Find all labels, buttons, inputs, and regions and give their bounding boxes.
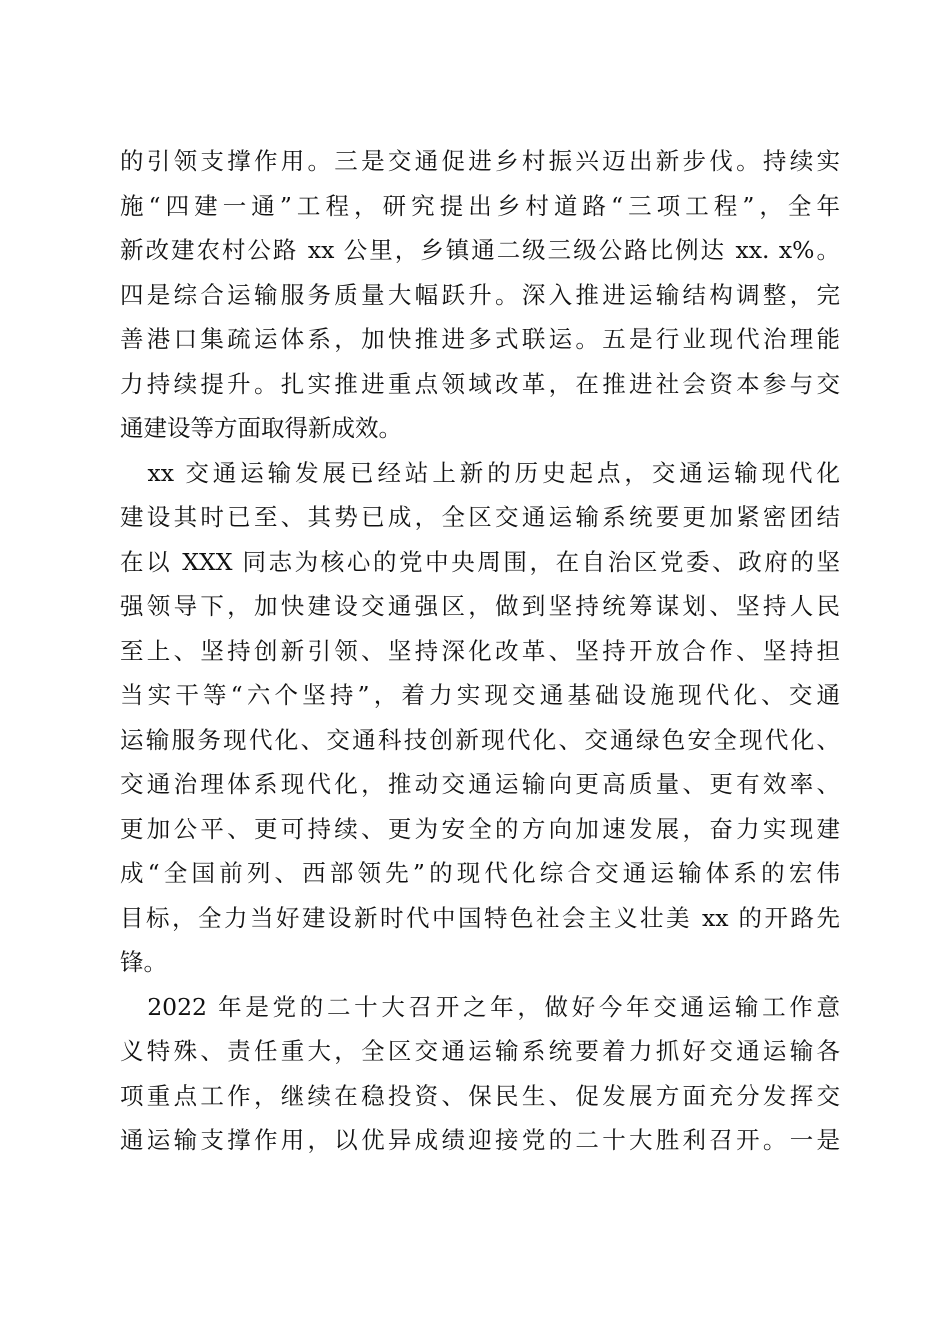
text-line: 力持续提升。扎实推进重点领域改革，在推进社会资本参与交	[120, 369, 840, 398]
text-line: 至上、坚持创新引领、坚持深化改革、坚持开放合作、坚持担	[120, 636, 840, 665]
text-line: 建设其时已至、其势已成，全区交通运输系统要更加紧密团结	[120, 503, 840, 531]
text-line: 义特殊、责任重大，全区交通运输系统要着力抓好交通运输各	[120, 1037, 840, 1065]
text-line: 新改建农村公路 xx 公里，乡镇通二级三级公路比例达 xx. x%。	[120, 236, 840, 264]
text-line: 的引领支撑作用。三是交通促进乡村振兴迈出新步伐。持续实	[120, 147, 840, 175]
text-line: 2022 年是党的二十大召开之年，做好今年交通运输工作意	[120, 992, 840, 1021]
text-line: 四是综合运输服务质量大幅跃升。深入推进运输结构调整，完	[120, 280, 840, 309]
document-body	[120, 139, 840, 1163]
text-line: 强领导下，加快建设交通强区，做到坚持统筹谋划、坚持人民	[120, 592, 840, 620]
text-line: 交通治理体系现代化，推动交通运输向更高质量、更有效率、	[120, 770, 840, 798]
text-line: xx 交通运输发展已经站上新的历史起点，交通运输现代化	[120, 458, 840, 487]
text-line: 运输服务现代化、交通科技创新现代化、交通绿色安全现代化、	[120, 725, 840, 754]
text-line: 项重点工作，继续在稳投资、保民生、促发展方面充分发挥交	[120, 1081, 840, 1110]
text-line: 锋。	[120, 948, 167, 976]
text-line: 在以 XXX 同志为核心的党中央周围，在自治区党委、政府的坚	[120, 547, 840, 576]
text-line: 通建设等方面取得新成效。	[120, 414, 402, 442]
text-line: 当实干等“六个坚持”，着力实现交通基础设施现代化、交通	[120, 681, 840, 709]
text-line: 成“全国前列、西部领先”的现代化综合交通运输体系的宏伟	[120, 859, 840, 887]
text-line: 施“四建一通”工程，研究提出乡村道路“三项工程”，全年	[120, 191, 840, 220]
text-line: 通运输支撑作用，以优异成绩迎接党的二十大胜利召开。一是	[120, 1126, 840, 1154]
text-line: 更加公平、更可持续、更为安全的方向加速发展，奋力实现建	[120, 814, 840, 843]
text-line: 善港口集疏运体系，加快推进多式联运。五是行业现代治理能	[120, 325, 840, 353]
text-line: 目标，全力当好建设新时代中国特色社会主义壮美 xx 的开路先	[120, 903, 840, 932]
